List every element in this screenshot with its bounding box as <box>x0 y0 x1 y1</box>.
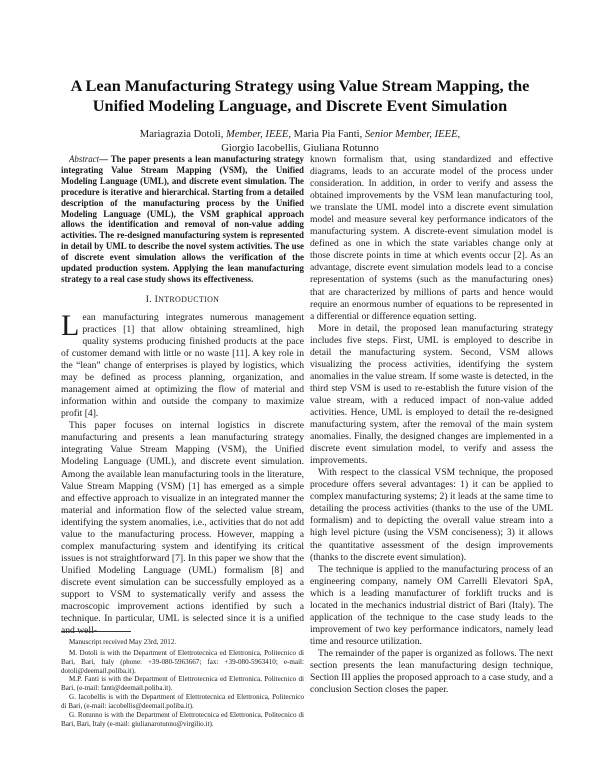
title-line-1: A Lean Manufacturing Strategy using Value Stream Mapping, the <box>70 76 530 95</box>
intro-paragraph-2: This paper focuses on internal logistics in discrete manufacturing and presents a lean manufacturing strategy integrating Value Stream Mapping (VSM), the Unified Modeling Language (UML), and discrete event simulation. Among the available lean manufacturing tools in the literature, Value Stream Mapping (VSM) [1] has emerged as a simple and effective approach to visualize in an integrated manner the material and information flow of the selected value stream, identifying the system anomalies, i.e., activities that do not add value to the manufacturing process. However, mapping a complex manufacturing system and identifying its critical issues is not straightforward [7]. In this paper we show that the Unified Modeling Language (UML) formalism [8] and discrete event simulation can be successfully employed as a support to VSM to systematically verify and assess the macroscopic improvement actions identified by such a technique. In particular, UML is selected since it is a unified and well- <box>61 420 304 637</box>
left-column <box>61 154 304 637</box>
intro-paragraph-7: The remainder of the paper is organized as follows. The next section presents the lean manufacturing design technique, Section III applies the proposed approach to a case study, and a conclusion Section closes the paper. <box>310 647 553 696</box>
footnote-iacobellis: G. Iacobellis is with the Department of Elettrotecnica ed Elettronica, Politecnico di Bari, (e-mail: iacobellis@deemail.poliba.it). <box>61 693 304 710</box>
author-2-name: , Maria Pia Fanti, <box>288 129 365 140</box>
authors-line-2: Giorgio Iacobellis, Giuliana Rotunno <box>221 142 379 154</box>
intro-paragraph-1 <box>61 308 304 420</box>
intro-paragraph-4: More in detail, the proposed lean manufacturing strategy includes five steps. First, UML is employed to describe in detail the manufacturing system. Second, VSM allows visualizing the process activities, identifying the system anomalies in the value stream. If some waste is detected, in the third step VSM is used to re-establish the future vision of the value stream, with a reduced impact of non-value added activities. Hence, UML is employed to detail the re-designed manufacturing system, after the removal of the main system anomalies. Finally, the designed changes are implemented in a discrete event simulation model, to verify and assess the improvements. <box>310 322 553 467</box>
abstract-text: — The paper presents a lean manufacturing strategy integrating Value Stream Mapping (VSM), the Unified Modeling Language (UML), and discrete event simulation. The procedure is iterative and hierarchical. Starting from a detailed description of the manufacturing process by the Unified Modeling Language (UML), the VSM graphical approach allows the identification and removal of non-value adding activities. The re-designed manufacturing system is represented in detail by UML to describe the novel system activities. The use of discrete event simulation allows the verification of the updated production system. Applying the lean manufacturing strategy to a real case study shows its effectiveness. <box>61 154 304 284</box>
author-1-name: Mariagrazia Dotoli, <box>139 129 226 140</box>
section-heading-introduction <box>61 294 304 306</box>
footnote-fanti: M.P. Fanti is with the Department of Elettrotecnica ed Elettronica, Politecnico di Bari, (e-mail: fanti@deemail.poliba.it). <box>61 675 304 693</box>
section-rest: NTRODUCTION <box>158 294 220 304</box>
title-line-2: Unified Modeling Language, and Discrete Event Simulation <box>92 96 508 115</box>
author-2-role: Senior Member, IEEE <box>364 129 458 140</box>
intro-paragraph-3: known formalism that, using standardized and effective diagrams, leads to an accurate model of the process under consideration. In addition, in order to verify and assess the obtained improvements by the VSM lean manufacturing tool, we translate the UML model into a discrete event simulation model and measure several key performance indicators of the manufacturing system. A discrete-event simulation model is defined as one in which the state variables change only at those discrete points in time at which events occur [2]. As an advantage, discrete event simulation models lead to a concise representation of systems (such as the manufacturing ones) that are characterized by millions of parts and hence would require an enormous number of equations to be represented in a differential or difference equation setting. <box>310 154 553 322</box>
section-number: I. <box>145 293 155 305</box>
intro-paragraph-1-text: ean manufacturing integrates numerous management practices [1] that allow obtaining streamlined, high quality systems producing finished products at the pace of customer demand with little or no waste [11]. A key role in the “lean” change of enterprises is played by logistics, which may be defined as process planning, organization, and management aimed at optimizing the flow of material and information within and outside the company to maximize profit [4]. <box>61 311 304 420</box>
author-block <box>80 128 520 155</box>
author-1-role: Member, IEEE <box>226 129 289 140</box>
abstract <box>61 154 304 285</box>
footnotes <box>61 631 304 728</box>
footnote-rotunno: G. Rotunno is with the Department of Elettrotecnica ed Elettronica, Politecnico di Bari, Bari, Italy (e-mail: giulianarotunno@virgilio.it). <box>61 710 304 728</box>
right-column <box>310 154 553 696</box>
footnote-dotoli: M. Dotoli is with the Department of Elettrotecnica ed Elettronica, Politecnico di Bari, Bari, Italy (phone: +39-080-5963667; fax: +39-080-5963410; e-mail: dotoli@deemail.poliba.it). <box>61 648 304 675</box>
footnote-received: Manuscript received May 23rd, 2012. <box>69 638 177 646</box>
abstract-lead: Abstract <box>69 154 100 164</box>
footnote-rule <box>61 631 131 632</box>
drop-cap: L <box>61 308 80 342</box>
intro-paragraph-5: With respect to the classical VSM technique, the proposed procedure offers several advantages: 1) it can be applied to complex manufacturing systems; 2) it leads at the same time to detailing the process activities (thanks to the use of the UML formalism) and to depicting the overall value stream into a high level picture (using the VSM conciseness); 3) it allows the quantitative assessment of the design improvements (thanks to the discrete event simulation). <box>310 467 553 563</box>
paper-title <box>60 76 540 116</box>
intro-paragraph-6: The technique is applied to the manufacturing process of an engineering company, namely OM Carrelli Elevatori SpA, which is a leading manufacturer of forklift trucks and is located in the mechanics industrial district of Bari (Italy). The application of the technique to the case study leads to the improvement of two key performance indicators, namely lead time and resource utilization. <box>310 563 553 647</box>
section-initial: I <box>154 293 159 305</box>
authors-line-1: Mariagrazia Dotoli, Member, IEEE, Maria Pia Fanti, Senior Member, IEEE, <box>139 129 461 140</box>
